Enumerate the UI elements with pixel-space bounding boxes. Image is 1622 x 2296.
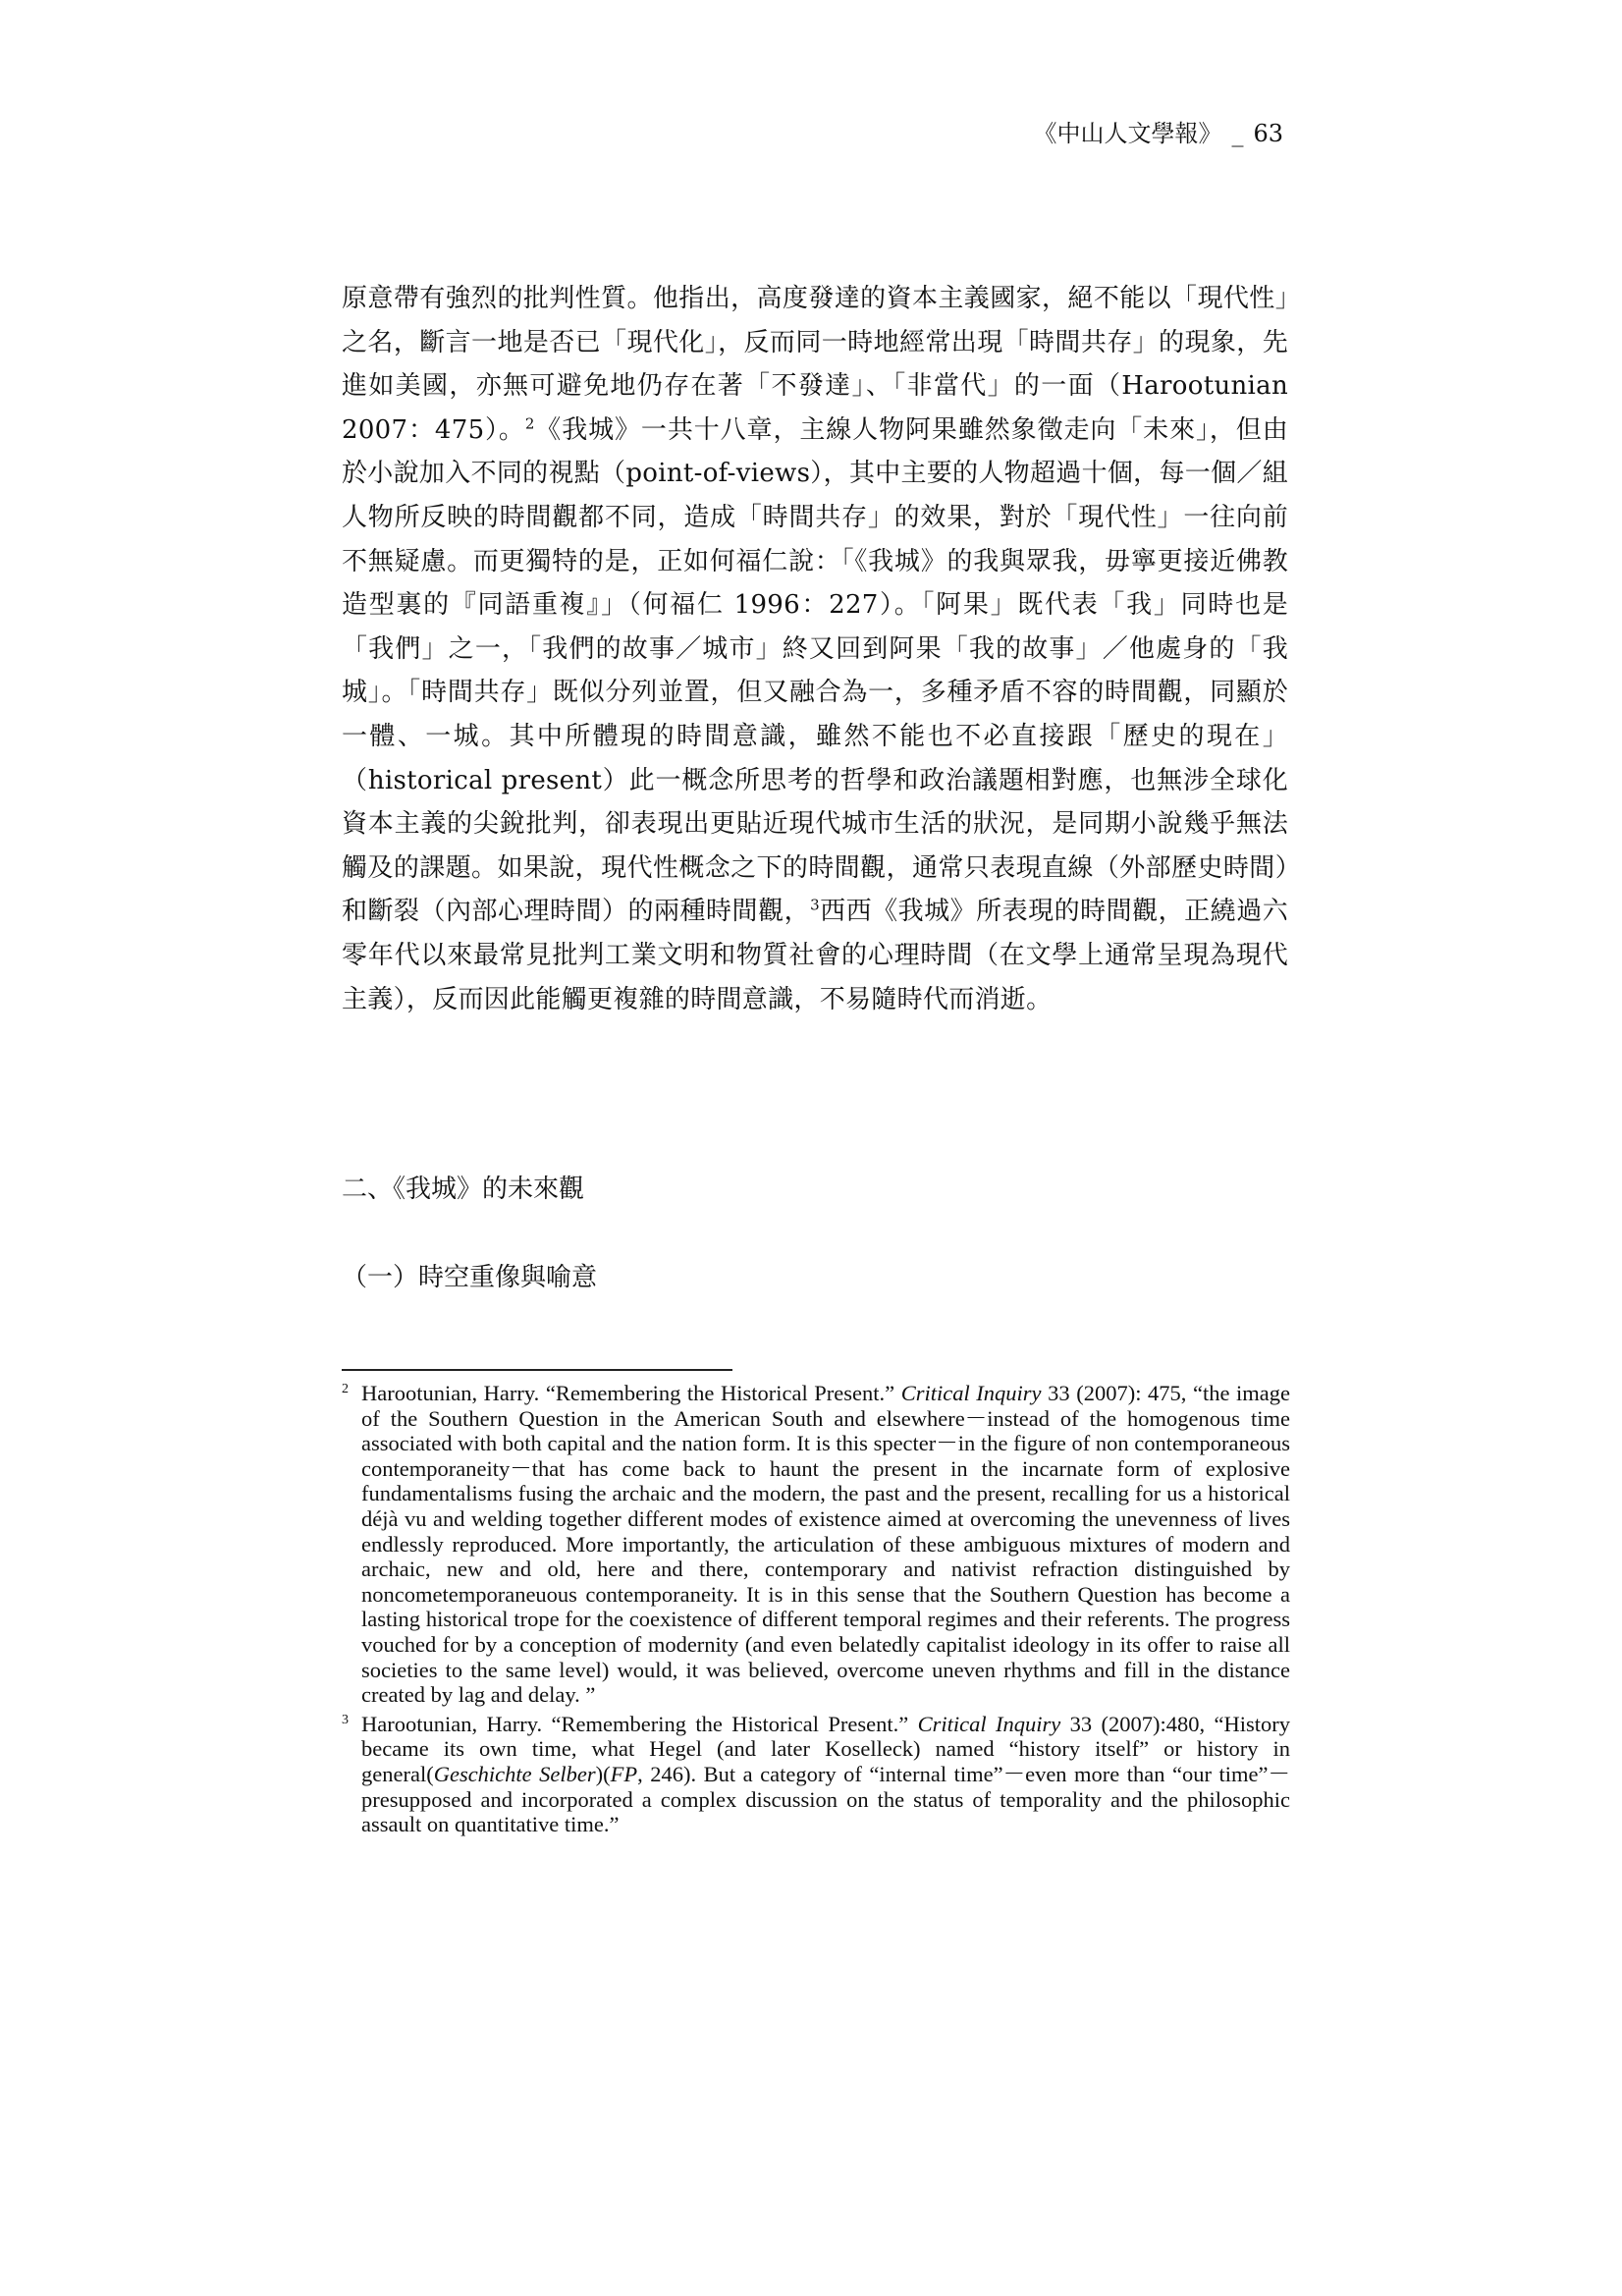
footnote-italic-term: Geschichte Selber xyxy=(433,1761,596,1786)
header-separator: _ xyxy=(1231,120,1244,147)
footnote-abbreviation: FP xyxy=(610,1761,638,1786)
footnote-quote-part-3: , 246). But a category of “internal time”－even more than “our time”－presupposed and incorporated a complex discussion on the status of temporality and the philosophic assault on quantitative time.” xyxy=(361,1761,1291,1837)
footnote-2 xyxy=(342,1381,1290,1708)
section-heading: 二、《我城》的未來觀 xyxy=(342,1175,585,1204)
footnote-text xyxy=(361,1381,1290,1708)
footnote-quote: 33 (2007): 475, “the image of the Southern Question in the American South and elsewhere－instead of the homogenous time associated with both capital and the nation form. It is this specter－in the figure of non contemporaneous contemporaneity－that has come back to haunt the present in the incarnate form of explosive fundamentalisms fusing the archaic and the modern, the past and the present, recalling for us a historical déjà vu and welding together different modes of existence aimed at overcoming the unevenness of lives endlessly reproduced. More importantly, the articulation of these ambiguous mixtures of modern and archaic, new and old, here and there, contemporary and nativist refraction distinguished by noncometemporaneuous contemporaneity. It is in this sense that the Southern Question has become a lasting historical trope for the coexistence of different temporal regimes and their referents. The progress vouched for by a conception of modernity (and even belatedly capitalist ideology in its offer to raise all societies to the same level) would, it was believed, overcome uneven rhythms and fill in the distance created by lag and delay. ” xyxy=(361,1381,1290,1708)
footnote-number: 3 xyxy=(342,1712,349,1727)
page-number: 63 xyxy=(1253,120,1283,147)
subsection-heading: （一）時空重像與喻意 xyxy=(342,1263,598,1292)
footnotes xyxy=(342,1381,1290,1841)
journal-title: 《中山人文學報》 xyxy=(1033,120,1222,147)
body-text-part-2: 《我城》一共十八章，主線人物阿果雖然象徵走向「未來」，但由於小說加入不同的視點（point-of-views），其中主要的人物超過十個，每一個／組人物所反映的時間觀都不同，造成「時間共存」的效果，對於「現代性」一往向前不無疑慮。而更獨特的是，正如何福仁說：「《我城》的我與眾我，毋寧更接近佛教造型裏的『同語重複』」（何福仁 1996：227）。「阿果」既代表「我」同時也是「我們」之一，「我們的故事／城市」終又回到阿果「我的故事」／他處身的「我城」。「時間共存」既似分列並置，但又融合為一，多種矛盾不容的時間觀，同顯於一體、一城。其中所體現的時間意識，雖然不能也不必直接跟「歷史的現在」（historical present）此一概念所思考的哲學和政治議題相對應，也無涉全球化資本主義的尖銳批判，卻表現出更貼近現代城市生活的狀況，是同期小說幾乎無法觸及的課題。如果說，現代性概念之下的時間觀，通常只表現直線（外部歷史時間）和斷裂（內部心理時間）的兩種時間觀， xyxy=(342,414,1289,927)
footnote-ref-2[interactable]: 2 xyxy=(524,414,535,433)
footnote-divider xyxy=(342,1369,732,1371)
footnote-citation: Harootunian, Harry. “Remembering the Historical Present.” xyxy=(361,1381,901,1405)
running-header xyxy=(1033,114,1283,148)
footnote-number: 2 xyxy=(342,1382,349,1396)
footnote-citation: Harootunian, Harry. “Remembering the Historical Present.” xyxy=(361,1711,918,1736)
footnote-ref-3[interactable]: 3 xyxy=(810,896,820,914)
footnote-3 xyxy=(342,1712,1290,1837)
body-text-part-3: 西西《我城》所表現的時間觀，正繞過六零年代以來最常見批判工業文明和物質社會的心理時間（在文學上通常呈現為現代主義），反而因此能觸更複雜的時間意識，不易隨時代而消逝。 xyxy=(342,897,1288,1014)
body-text-part-1: 原意帶有強烈的批判性質。他指出，高度發達的資本主義國家，絕不能以「現代性」之名，斷言一地是否已「現代化」，反而同一時地經常出現「時間共存」的現象，先進如美國，亦無可避免地仍存在著「不發達」、「非當代」的一面（Harootunian 2007：475）。 xyxy=(342,284,1288,445)
footnote-journal: Critical Inquiry xyxy=(900,1381,1042,1405)
body-paragraph xyxy=(342,277,1288,1021)
footnote-quote-part-2: )( xyxy=(595,1761,611,1786)
footnote-journal: Critical Inquiry xyxy=(917,1711,1061,1736)
footnote-quote-part-1: 33 (2007):480, “History became its own time, what Hegel (and later Koselleck) named “history itself” or history in general( xyxy=(361,1711,1290,1786)
footnote-text xyxy=(361,1712,1290,1837)
